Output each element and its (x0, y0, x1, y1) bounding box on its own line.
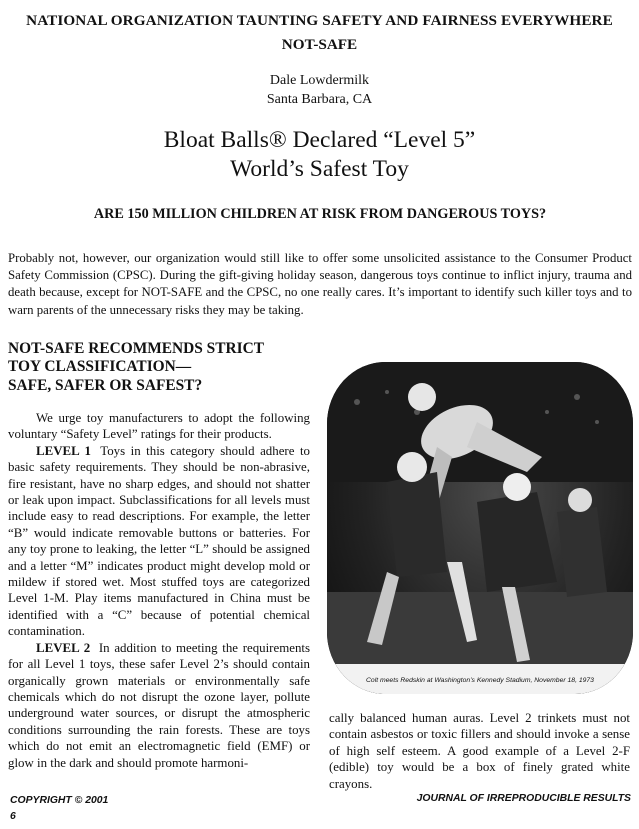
level-2-label: LEVEL 2 (36, 640, 91, 655)
article-title (0, 126, 639, 184)
page-number: 6 (10, 811, 16, 822)
title-line-2: World’s Safest Toy (230, 156, 409, 182)
section-heading-line-3: SAFE, SAFER OR SAFEST? (8, 376, 203, 394)
organization-header: NATIONAL ORGANIZATION TAUNTING SAFETY AND FAIRNESS EVERYWHERE (26, 12, 613, 29)
level-1-label: LEVEL 1 (36, 443, 91, 458)
level-1-paragraph (8, 443, 310, 640)
body-paragraph-1: We urge toy manufacturers to adopt the following voluntary “Safety Level” ratings for their products. (8, 411, 310, 442)
copyright-notice: COPYRIGHT © 2001 (10, 795, 109, 806)
author-location: Santa Barbara, CA (266, 92, 373, 107)
journal-name: JOURNAL OF IRREPRODUCIBLE RESULTS (416, 793, 631, 804)
section-heading-line-2: TOY CLASSIFICATION— (8, 358, 192, 376)
continued-paragraph: cally balanced human auras. Level 2 trinkets must not contain asbestos or toxic fillers and should invoke a sense of high self esteem. A good example of a Level 2-F (edible) toy would be a box of finely grated white crayons. (329, 711, 630, 791)
photo-caption: Colt meets Redskin at Washington’s Kennedy Stadium, November 18, 1973 (366, 677, 594, 684)
level-1-text: Toys in this category should adhere to basic safety requirements. They should be non-abrasive, fire resistant, have no sharp edges, and should not shatter or leak upon impact. Subclassifications for all levels must include easy to read descriptions. For example, the letter “B” would indicate removable buttons or batteries. For any toy prone to leaking, the letter “L” should be assigned and a letter “M” indicates product might develop mold or mildew if stored wet. Most stuffed toys are categorized Level 1-M. Play items manufactured in China must be identified with a “C” because of potential chemical contamination. (8, 443, 310, 639)
byline (0, 71, 639, 109)
photo-illustration (327, 362, 633, 694)
section-heading-line-1: NOT-SAFE RECOMMENDS STRICT (8, 340, 264, 357)
level-2-paragraph (8, 640, 310, 771)
question-heading: ARE 150 MILLION CHILDREN AT RISK FROM DANGEROUS TOYS? (93, 206, 547, 222)
intro-paragraph: Probably not, however, our organization would still like to offer some unsolicited assistance to the Consumer Product Safety Commission (CPSC). During the gift-giving holiday season, dangerous toys continue to inflict injury, trauma and death because, except for NOT-SAFE and the CPSC, no one really cares. It’s important to identify such killer toys and to warn parents of the unnecessary risks they may be taking. (8, 251, 632, 317)
level-2-text: In addition to meeting the requirements for all Level 1 toys, these safer Level 2’s should contain organically grown materials or environmentally safe chemicals which do not disrupt the ozone layer, pollute underground water sources, or disrupt the atmospheric conditions surrounding the rain forests. These are toys which do not emit an electromagnetic field (EMF) or glow in the dark and should promote harmoni- (8, 640, 310, 770)
section-heading (8, 340, 308, 395)
title-line-1: Bloat Balls® Declared “Level 5” (163, 127, 476, 153)
left-column (8, 410, 310, 771)
footer-left (10, 793, 108, 825)
football-photo (327, 362, 633, 694)
right-column (329, 710, 630, 792)
acronym-header: NOT-SAFE (281, 36, 358, 53)
author-name: Dale Lowdermilk (269, 73, 370, 88)
